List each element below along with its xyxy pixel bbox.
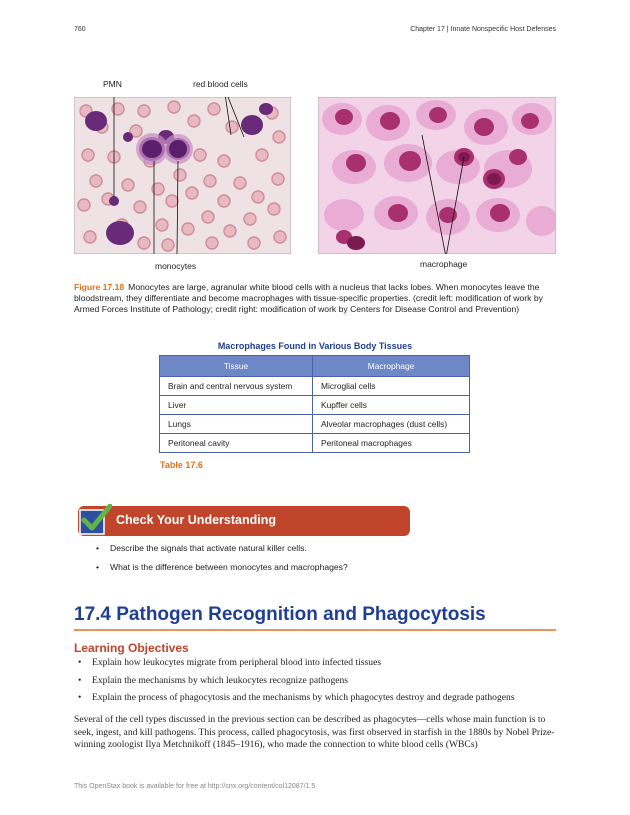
- table-header-macrophage: Macrophage: [313, 356, 470, 377]
- learning-objectives-list: [78, 657, 515, 710]
- page-number: 760: [74, 26, 86, 33]
- check-understanding-banner: [78, 506, 410, 536]
- footer-note: This OpenStax book is available for free at http://cnx.org/content/col12087/1.5: [74, 783, 316, 790]
- learning-objectives-heading: Learning Objectives: [74, 641, 189, 655]
- macrophage-table: [159, 355, 470, 453]
- check-understanding-list: [96, 543, 348, 581]
- section-title: 17.4 Pathogen Recognition and Phagocytosis: [74, 604, 486, 625]
- table-cell: Alveolar macrophages (dust cells): [313, 415, 470, 434]
- list-item: • Explain the mechanisms by which leukocytes recognize pathogens: [78, 675, 515, 693]
- label-macrophage: macrophage: [420, 259, 468, 269]
- table-cell: Peritoneal macrophages: [313, 434, 470, 453]
- label-pmn: PMN: [103, 79, 122, 89]
- table-number: Table 17.6: [160, 460, 203, 470]
- figure-caption: [74, 282, 556, 316]
- chapter-title: Chapter 17 | Innate Nonspecific Host Defenses: [410, 26, 556, 33]
- label-red-blood-cells: red blood cells: [193, 79, 248, 89]
- table-cell: Liver: [160, 396, 313, 415]
- list-item: • Explain how leukocytes migrate from peripheral blood into infected tissues: [78, 657, 515, 675]
- figure-number: Figure 17.18: [74, 282, 125, 292]
- checkbox-check-icon: [78, 504, 112, 536]
- list-item: • What is the difference between monocytes and macrophages?: [96, 562, 348, 581]
- table-cell: Kupffer cells: [313, 396, 470, 415]
- table-header-tissue: Tissue: [160, 356, 313, 377]
- table-cell: Microglial cells: [313, 377, 470, 396]
- blood-smear-image: [74, 97, 291, 254]
- label-monocytes: monocytes: [155, 261, 197, 271]
- table-cell: Lungs: [160, 415, 313, 434]
- table-cell: Peritoneal cavity: [160, 434, 313, 453]
- table-cell: Brain and central nervous system: [160, 377, 313, 396]
- section-divider: [74, 629, 556, 631]
- table-row: [160, 434, 470, 453]
- table-row: [160, 377, 470, 396]
- body-paragraph: Several of the cell types discussed in the previous section can be described as phagocytes—cells whose main function is to seek, ingest, and kill pathogens. This process, called phagocytosis, was first observed in starfish in the 1880s by Nobel Prize-winning zoologist Ilya Metchnikoff (1845–1916), who made the connection to white blood cells (WBCs): [74, 714, 555, 751]
- table-row: [160, 396, 470, 415]
- table-row: [160, 415, 470, 434]
- table-header-row: [160, 356, 470, 377]
- list-item: • Explain the process of phagocytosis and the mechanisms by which phagocytes destroy and degrade pathogens: [78, 692, 515, 710]
- list-item: • Describe the signals that activate natural killer cells.: [96, 543, 348, 562]
- figure-caption-text: Monocytes are large, agranular white blood cells with a nucleus that lacks lobes. When monocytes leave the bloodstream, they differentiate and become macrophages with tissue-specific properties. (credit left: modification of work by Armed Forces Institute of Pathology; credit right: modification of work by Centers for Disease Control and Prevention): [74, 282, 543, 315]
- table-title: Macrophages Found in Various Body Tissues: [217, 341, 413, 351]
- check-understanding-title: Check Your Understanding: [116, 513, 276, 527]
- macrophage-image: [318, 97, 556, 254]
